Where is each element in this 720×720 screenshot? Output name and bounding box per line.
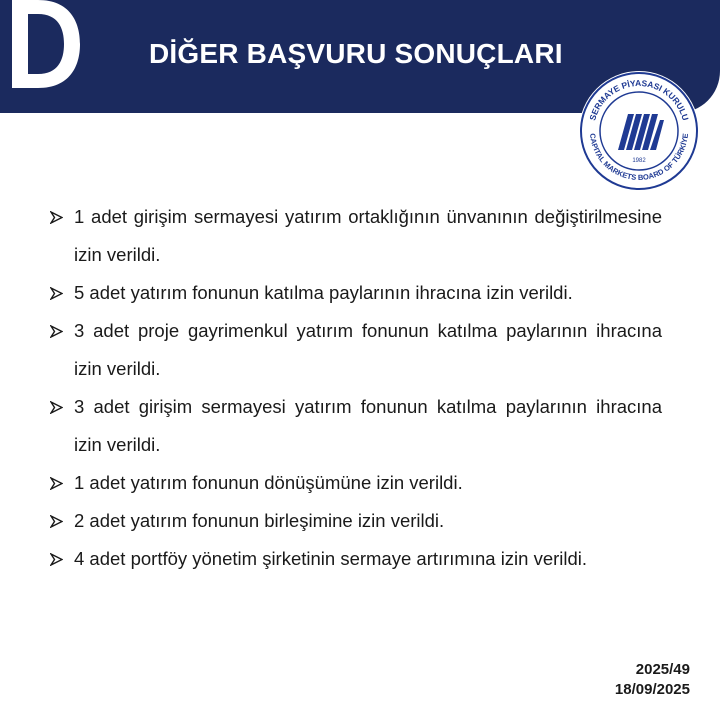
list-item-text: 1 adet girişim sermayesi yatırım ortaklığının ünvanının değiştirilmesine izin verildi. (74, 206, 662, 265)
list-item-text: 4 adet portföy yönetim şirketinin sermaye artırımına izin verildi. (74, 548, 588, 569)
arrow-bullet-icon (50, 198, 66, 236)
footer (615, 660, 690, 700)
list-item (50, 274, 662, 312)
bulletin-date: 18/09/2025 (614, 681, 690, 698)
arrow-bullet-icon (50, 388, 66, 426)
page-title: DİĞER BAŞVURU SONUÇLARI (149, 38, 563, 69)
cmb-seal-icon (578, 70, 700, 192)
list-item (50, 388, 662, 464)
list-item (50, 502, 662, 540)
list-item-text: 2 adet yatırım fonunun birleşimine izin verildi. (74, 510, 445, 531)
arrow-bullet-icon (50, 502, 66, 540)
list-item-text: 1 adet yatırım fonunun dönüşümüne izin verildi. (74, 472, 463, 493)
seal-year: 1982 (632, 158, 646, 164)
list-item (50, 464, 662, 502)
list-item-text: 3 adet proje gayrimenkul yatırım fonunun katılma paylarının ihracına izin verildi. (74, 320, 662, 379)
list-item (50, 198, 662, 274)
list-item (50, 312, 662, 388)
arrow-bullet-icon (50, 274, 66, 312)
arrow-bullet-icon (50, 464, 66, 502)
seal-bottom-text: CAPITAL MARKETS BOARD OF TÜRKİYE (588, 132, 690, 183)
d-letter-logo-icon (12, 0, 80, 88)
arrow-bullet-icon (50, 312, 66, 350)
list-item-text: 5 adet yatırım fonunun katılma paylarının ihracına izin verildi. (74, 282, 573, 303)
list-item (50, 540, 662, 578)
bulletin-number: 2025/49 (635, 661, 690, 678)
arrow-bullet-icon (50, 540, 66, 578)
seal-top-text: SERMAYE PİYASASI KURULU (587, 77, 691, 122)
list-item-text: 3 adet girişim sermayesi yatırım fonunun katılma paylarının ihracına izin verildi. (74, 396, 662, 455)
results-list (50, 198, 662, 578)
